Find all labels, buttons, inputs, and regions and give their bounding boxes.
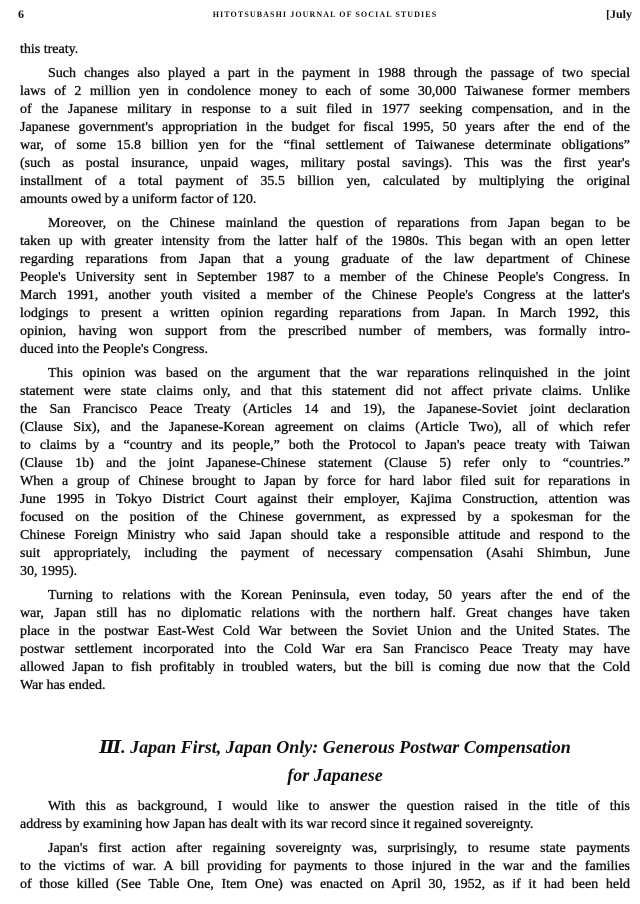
text-line: duced into the People's Congress.: [20, 342, 208, 357]
text-line: to claims by a “country and its people,” both the Protocol to Japan's peace treaty with Taiwan: [20, 438, 630, 453]
text-line: Such changes also played a part in the payment in 1988 through the passage of two special: [48, 66, 630, 81]
text-line: of those killed (See Table One, Item One) was enacted on April 30, 1952, as if it had been held: [20, 877, 630, 892]
paragraph: [20, 798, 630, 834]
text-line: war, Japan still has no diplomatic relations with the northern half. Great changes have taken: [20, 606, 630, 621]
text-line: March 1991, another youth visited a member of the Chinese People's Congress at the latter's: [20, 288, 630, 303]
text-line: taken up with greater intensity from the latter half of the 1980s. This began with an open letter: [20, 234, 630, 249]
text-line: installment of a total payment of 35.5 billion yen, calculated by multiplying the original: [20, 174, 630, 189]
text-line: postwar settlement incorporated into the Cold War era San Francisco Peace Treaty may have: [20, 642, 630, 657]
page-number: 6: [18, 7, 24, 21]
text-line: People's University sent in September 1987 to a member of the Chinese People's Congress. In: [20, 270, 630, 285]
paragraph: [20, 215, 630, 359]
text-line: (such as postal insurance, unpaid wages, military postal savings). This was the first year's: [20, 156, 630, 171]
text-line: regarding reparations from Japan that a young graduate of the law department of Chinese: [20, 252, 630, 267]
text-line: (Clause Six), and the Japanese-Korean agreement on claims (Article Two), all of which refer: [20, 420, 630, 435]
text-line: suit appropriately, including the payment of necessary compensation (Asahi Shimbun, June: [20, 546, 630, 561]
text-line: of the Japanese military in response to a suit filed in 1977 seeking compensation, and in the: [20, 102, 630, 117]
text-line: allowed Japan to fish profitably in troubled waters, but the bill is coming due now that the Cold: [20, 660, 630, 675]
text-line: War has ended.: [20, 678, 106, 693]
text-line: Japanese government's appropriation in the budget for fiscal 1995, 50 years after the end of the: [20, 120, 630, 135]
text-line: When a group of Chinese brought to Japan by force for hard labor filed suit for reparations in: [20, 474, 630, 489]
text-line: address by examining how Japan has dealt with its war record since it regained sovereignty.: [20, 817, 534, 832]
text-line: laws of 2 million yen in condolence money to each of some 30,000 Taiwanese former members: [20, 84, 630, 99]
text-line: (Clause 1b) and the joint Japanese-Chinese statement (Clause 5) refer only to “countries.”: [20, 456, 630, 471]
paragraph: [20, 41, 630, 59]
text-line: the San Francisco Peace Treaty (Articles 14 and 19), the Japanese-Soviet joint declaration: [20, 402, 630, 417]
journal-title: HITOTSUBASHI JOURNAL OF SOCIAL STUDIES: [212, 10, 438, 19]
text-line: Moreover, on the Chinese mainland the question of reparations from Japan began to be: [48, 216, 630, 231]
paragraph: [20, 65, 630, 209]
issue-month: [July: [605, 7, 632, 21]
section-heading: [20, 733, 630, 789]
text-line: to the victims of war. A bill providing for payments to those injured in the war and the families: [20, 859, 630, 874]
body-after-heading: [20, 798, 630, 894]
text-line: 30, 1995).: [20, 564, 78, 579]
article-body: [20, 41, 630, 894]
text-line: This opinion was based on the argument that the war reparations relinquished in the joint: [48, 366, 630, 381]
paragraph: [20, 365, 630, 581]
text-line: June 1995 in Tokyo District Court against their employer, Kajima Construction, attention was: [20, 492, 630, 507]
body-before-heading: [20, 41, 630, 695]
text-line: Chinese Foreign Ministry who said Japan should take a responsible attitude and respond to the: [20, 528, 630, 543]
text-line: lodgings to present a written opinion regarding reparations from Japan. In March 1992, this: [20, 306, 630, 321]
text-line: With this as background, I would like to answer the question raised in the title of this: [48, 799, 630, 814]
paragraph: [20, 840, 630, 894]
text-line: statement were state claims only, and that this statement did not affect private claims. Unlike: [20, 384, 630, 399]
section-heading-line: for Japanese: [287, 765, 383, 785]
section-heading-line: Ⅲ. Japan First, Japan Only: Generous Postwar Compensation: [99, 737, 571, 757]
paragraph: [20, 587, 630, 695]
text-line: place in the postwar East-West Cold War between the Soviet Union and the United States. The: [20, 624, 630, 639]
running-head: [18, 6, 632, 24]
text-line: amounts owed by a uniform factor of 120.: [20, 192, 257, 207]
text-line: opinion, having won support from the prescribed number of members, was formally intro-: [20, 324, 630, 339]
text-line: this treaty.: [20, 42, 79, 57]
text-line: war, of some 15.8 billion yen for the “final settlement of Taiwanese determinate obligations”: [20, 138, 630, 153]
text-line: Japan's first action after regaining sovereignty was, surprisingly, to resume state payments: [48, 841, 630, 856]
text-line: focused on the position of the Chinese government, as expressed by a spokesman for the: [20, 510, 630, 525]
text-line: Turning to relations with the Korean Peninsula, even today, 50 years after the end of the: [48, 588, 630, 603]
